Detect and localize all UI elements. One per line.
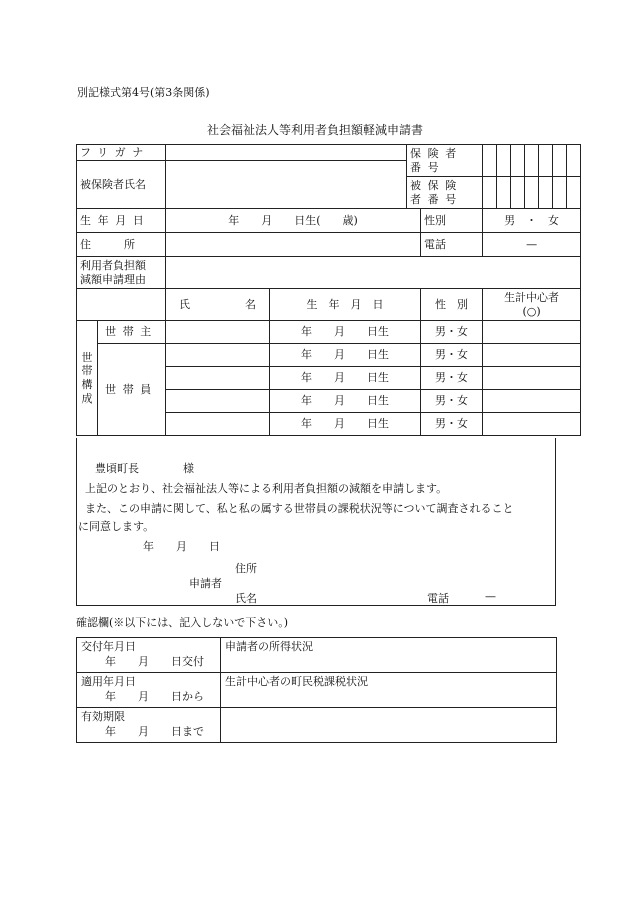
addressee: 豊頃町長 様 xyxy=(95,462,194,475)
address-input[interactable] xyxy=(166,233,421,257)
household-col-breadwinner xyxy=(483,289,581,321)
reduction-reason-label-line1: 利用者負担額 xyxy=(80,258,146,272)
household-char: 成 xyxy=(81,391,93,405)
apply-date-label: 適用年月日 xyxy=(81,675,136,688)
breadwinner-label: 生計中心者 xyxy=(504,290,560,304)
household-member-label: 世帯員 xyxy=(98,344,166,436)
insured-name-input[interactable] xyxy=(166,161,407,209)
household-breadwinner-input[interactable] xyxy=(483,344,581,367)
insurer-number-digit[interactable] xyxy=(497,145,511,177)
income-status-label: 申請者の所得状況 xyxy=(225,640,313,653)
insured-number-digit[interactable] xyxy=(511,177,525,209)
household-col-dob: 生 年 月 日 xyxy=(270,289,421,321)
valid-until-value: 年 月 日まで xyxy=(105,724,204,738)
household-header-blank xyxy=(77,289,166,321)
household-breadwinner-input[interactable] xyxy=(483,390,581,413)
household-composition-label xyxy=(77,321,98,436)
insured-number-digit[interactable] xyxy=(483,177,497,209)
insured-number-digit[interactable] xyxy=(567,177,581,209)
dob-label: 生年月日 xyxy=(77,209,166,233)
household-row xyxy=(77,321,581,344)
household-name-input[interactable] xyxy=(166,390,270,413)
tax-status-cell xyxy=(221,673,557,708)
address-label: 住 所 xyxy=(77,233,166,257)
furigana-label: フリガナ xyxy=(77,145,166,161)
reduction-reason-label xyxy=(77,257,166,289)
household-name-input[interactable] xyxy=(166,413,270,436)
insurer-number-digit[interactable] xyxy=(539,145,553,177)
household-gender-select[interactable]: 男・女 xyxy=(421,321,483,344)
declaration-text-3: に同意します。 xyxy=(78,520,155,533)
income-status-cell xyxy=(221,638,557,673)
application-date[interactable]: 年 月 日 xyxy=(143,540,220,553)
household-char: 構 xyxy=(81,378,93,391)
household-dob-input[interactable]: 年 月 日生 xyxy=(270,367,421,390)
household-head-label: 世帯主 xyxy=(98,321,166,344)
form-number: 別記様式第4号(第3条関係) xyxy=(77,86,210,99)
issue-date-label: 交付年月日 xyxy=(81,640,136,653)
valid-until-blank xyxy=(221,708,557,743)
valid-until-cell xyxy=(77,708,221,743)
household-breadwinner-input[interactable] xyxy=(483,321,581,344)
household-col-gender: 性 別 xyxy=(421,289,483,321)
household-breadwinner-input[interactable] xyxy=(483,413,581,436)
apply-date-cell xyxy=(77,673,221,708)
dob-input[interactable]: 年 月 日生( 歳) xyxy=(166,209,421,233)
insured-number-digit[interactable] xyxy=(539,177,553,209)
tax-status-label: 生計中心者の町民税課税状況 xyxy=(225,675,368,688)
valid-until-label: 有効期限 xyxy=(81,710,125,723)
confirmation-label: 確認欄(※以下には、記入しないで下さい。) xyxy=(76,616,289,629)
household-dob-input[interactable]: 年 月 日生 xyxy=(270,321,421,344)
insured-number-digit[interactable] xyxy=(525,177,539,209)
reduction-reason-input[interactable] xyxy=(166,257,581,289)
insurer-number-digit[interactable] xyxy=(511,145,525,177)
household-dob-input[interactable]: 年 月 日生 xyxy=(270,413,421,436)
gender-select[interactable]: 男 ・ 女 xyxy=(483,209,581,233)
household-col-name: 氏 名 xyxy=(166,289,270,321)
applicant-label: 申請者 xyxy=(189,577,222,590)
applicant-table xyxy=(76,144,581,436)
applicant-name-label: 氏名 xyxy=(235,592,257,605)
household-char: 帯 xyxy=(81,364,93,378)
apply-date-value: 年 月 日から xyxy=(105,689,204,703)
household-name-input[interactable] xyxy=(166,344,270,367)
insurer-number-digit[interactable] xyxy=(567,145,581,177)
reduction-reason-label-line2: 減額申請理由 xyxy=(80,272,146,286)
issue-date-cell xyxy=(77,638,221,673)
household-name-input[interactable] xyxy=(166,321,270,344)
phone-input[interactable]: — xyxy=(483,233,581,257)
confirmation-table xyxy=(76,637,557,743)
form-title: 社会福祉法人等利用者負担額軽減申請書 xyxy=(206,123,423,137)
household-breadwinner-input[interactable] xyxy=(483,367,581,390)
insured-number-digit[interactable] xyxy=(553,177,567,209)
applicant-phone-label: 電話 xyxy=(427,592,449,605)
household-name-input[interactable] xyxy=(166,367,270,390)
insurer-number-digit[interactable] xyxy=(553,145,567,177)
declaration-text-1: 上記のとおり、社会福祉法人等による利用者負担額の減額を申請します。 xyxy=(85,482,448,495)
gender-label: 性別 xyxy=(421,209,483,233)
household-dob-input[interactable]: 年 月 日生 xyxy=(270,344,421,367)
household-gender-select[interactable]: 男・女 xyxy=(421,367,483,390)
declaration-box xyxy=(76,438,556,606)
household-gender-select[interactable]: 男・女 xyxy=(421,390,483,413)
household-row xyxy=(77,344,581,367)
household-dob-input[interactable]: 年 月 日生 xyxy=(270,390,421,413)
insurer-number-label: 保険者番号 xyxy=(407,145,483,177)
issue-date-value: 年 月 日交付 xyxy=(105,654,204,668)
household-gender-select[interactable]: 男・女 xyxy=(421,344,483,367)
household-gender-select[interactable]: 男・女 xyxy=(421,413,483,436)
applicant-address-label: 住所 xyxy=(235,562,257,575)
insured-number-label: 被保険者番号 xyxy=(407,177,483,209)
insurer-number-digit[interactable] xyxy=(525,145,539,177)
insurer-number-digit[interactable] xyxy=(483,145,497,177)
declaration-text-2: また、この申請に関して、私と私の属する世帯員の課税状況等について調査されること xyxy=(85,502,514,515)
insured-number-digit[interactable] xyxy=(497,177,511,209)
phone-label: 電話 xyxy=(421,233,483,257)
insured-name-label: 被保険者氏名 xyxy=(77,161,166,209)
household-char: 世 xyxy=(81,350,93,364)
breadwinner-mark: (○) xyxy=(522,304,541,318)
applicant-phone-dash: — xyxy=(485,590,496,603)
furigana-input[interactable] xyxy=(166,145,407,161)
